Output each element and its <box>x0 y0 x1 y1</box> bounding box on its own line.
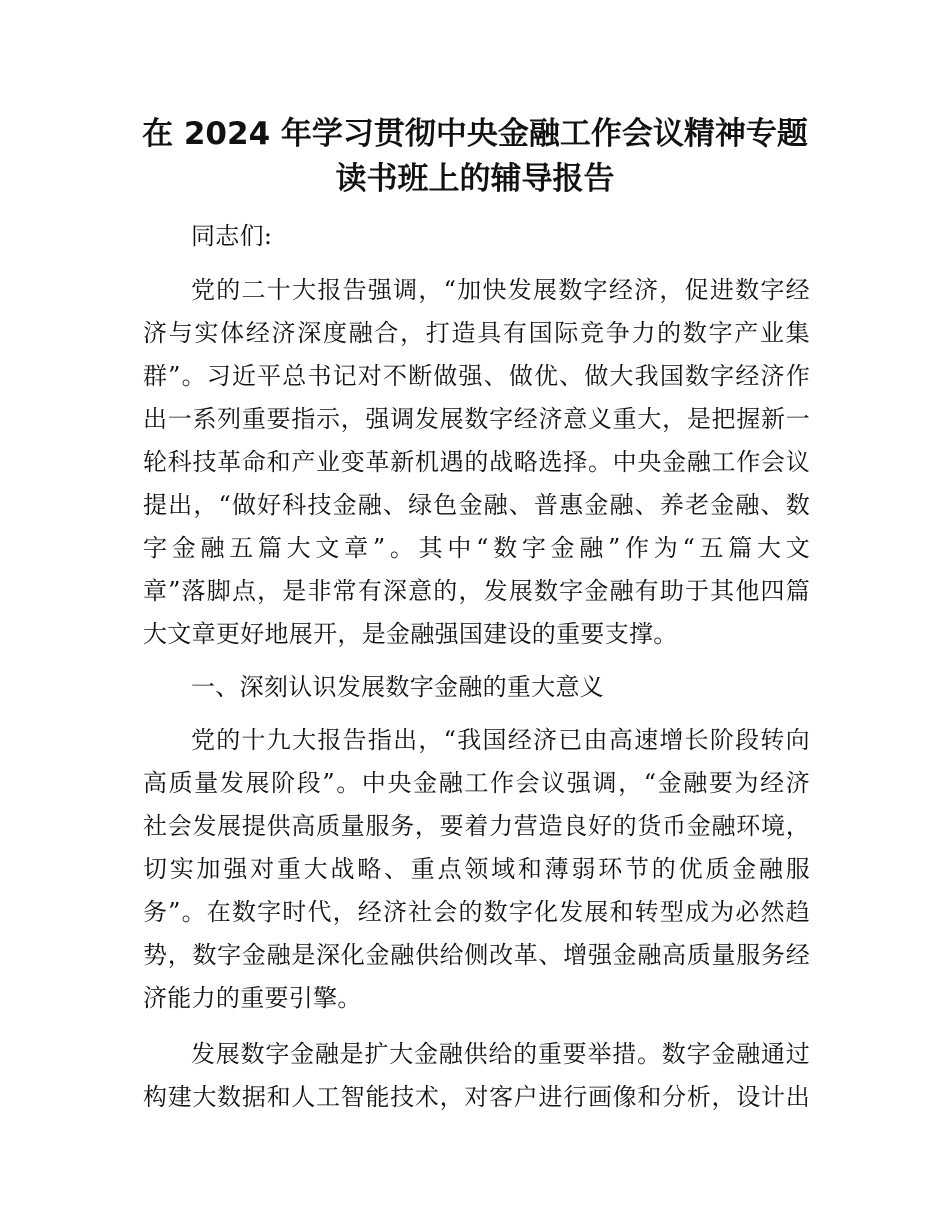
paragraph-1-line-8: 章”落脚点，是非常有深意的，发展数字金融有助于其他四篇 <box>143 577 810 605</box>
paragraph-1-line-9: 大文章更好地展开，是金融强国建设的重要支撑。 <box>143 620 678 648</box>
paragraph-2-line-6: 势，数字金融是深化金融供给侧改革、增强金融高质量服务经 <box>143 941 810 969</box>
paragraph-2-line-3: 社会发展提供高质量服务，要着力营造良好的货币金融环境， <box>143 812 810 840</box>
paragraph-2-line-7: 济能力的重要引擎。 <box>143 984 362 1012</box>
document-title-line-1: 在 2024 年学习贯彻中央金融工作会议精神专题 <box>142 116 808 152</box>
paragraph-1-line-2: 济与实体经济深度融合，打造具有国际竞争力的数字产业集 <box>143 319 810 347</box>
paragraph-3-line-2: 构建大数据和人工智能技术，对客户进行画像和分析，设计出 <box>143 1083 810 1111</box>
paragraph-2-line-2: 高质量发展阶段”。中央金融工作会议强调，“金融要为经济 <box>143 769 810 797</box>
paragraph-1-line-7: 字金融五篇大文章”。其中“数字金融”作为“五篇大文 <box>143 534 810 562</box>
paragraph-1-line-6: 提出，“做好科技金融、绿色金融、普惠金融、养老金融、数 <box>143 491 810 519</box>
paragraph-2-line-5: 务”。在数字时代，经济社会的数字化发展和转型成为必然趋 <box>143 898 810 926</box>
document-title-line-2: 读书班上的辅导报告 <box>335 161 615 197</box>
salutation: 同志们: <box>191 222 273 250</box>
paragraph-2-line-4: 切实加强对重大战略、重点领域和薄弱环节的优质金融服 <box>143 855 810 883</box>
paragraph-2-line-1: 党的十九大报告指出，“我国经济已由高速增长阶段转向 <box>191 726 810 754</box>
paragraph-1-line-3: 群”。习近平总书记对不断做强、做优、做大我国数字经济作 <box>143 362 810 390</box>
paragraph-1-line-4: 出一系列重要指示，强调发展数字经济意义重大，是把握新一 <box>143 405 810 433</box>
section-heading-1: 一、深刻认识发展数字金融的重大意义 <box>191 673 605 701</box>
paragraph-1-line-1: 党的二十大报告强调，“加快发展数字经济，促进数字经 <box>191 276 810 304</box>
paragraph-3-line-1: 发展数字金融是扩大金融供给的重要举措。数字金融通过 <box>191 1040 810 1068</box>
paragraph-1-line-5: 轮科技革命和产业变革新机遇的战略选择。中央金融工作会议 <box>143 448 810 476</box>
